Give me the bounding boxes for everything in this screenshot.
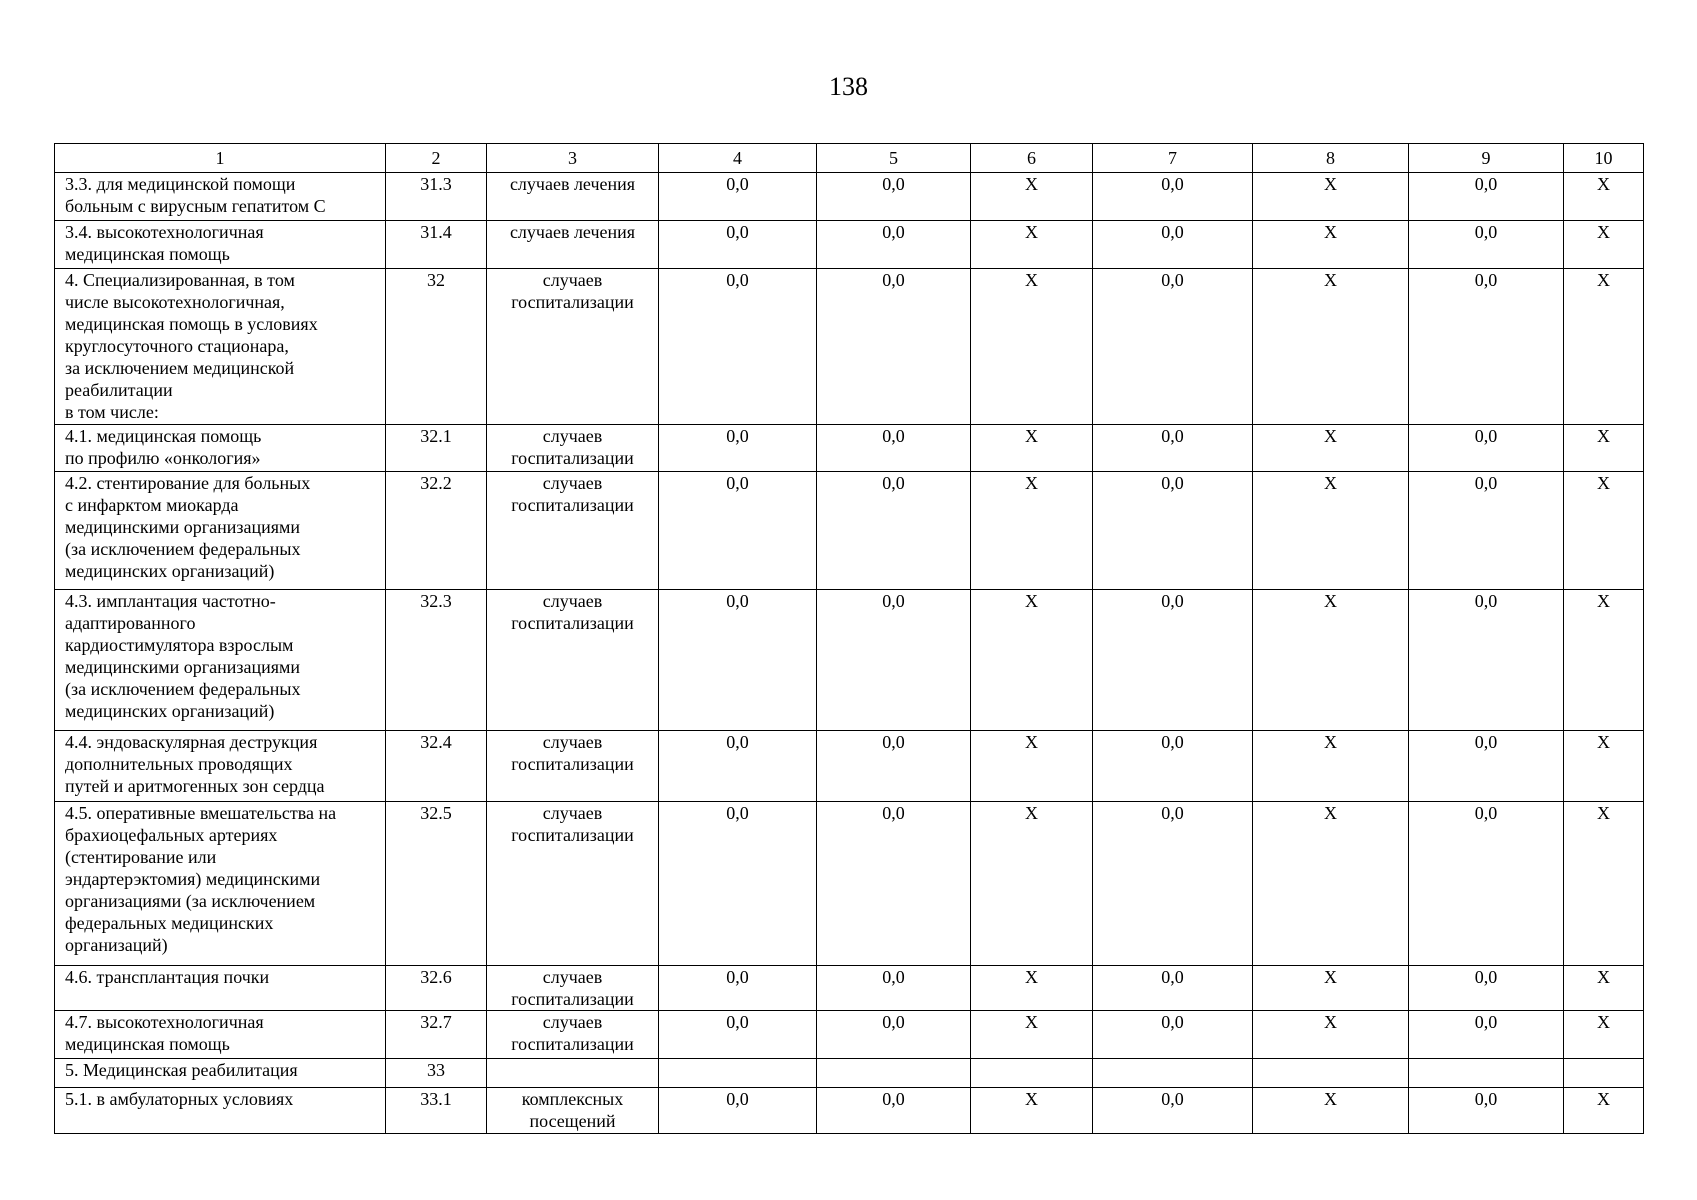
table-row <box>55 590 1644 731</box>
page-number: 138 <box>829 72 868 101</box>
value-cell <box>817 1059 971 1088</box>
table-row <box>55 173 1644 221</box>
value-cell: X <box>1253 269 1409 425</box>
table-row <box>55 731 1644 802</box>
row-unit-cell: случаев лечения <box>487 221 659 269</box>
row-code-cell: 32.5 <box>386 802 487 966</box>
table-row <box>55 1088 1644 1134</box>
row-name-cell: 5.1. в амбулаторных условиях <box>55 1088 386 1134</box>
row-name-cell: 4.5. оперативные вмешательства на брахиоцефальных артериях (стентирование или эндартерэктомия) медицинскими организациями (за исключением федеральных медицинских организаций) <box>55 802 386 966</box>
value-cell: X <box>1253 590 1409 731</box>
value-cell: X <box>1564 425 1644 472</box>
header-cell: 7 <box>1093 144 1253 173</box>
row-unit-cell: случаев госпитализации <box>487 590 659 731</box>
value-cell: 0,0 <box>1409 966 1564 1011</box>
header-cell: 5 <box>817 144 971 173</box>
row-name-cell: 4.3. имплантация частотно- адаптированного кардиостимулятора взрослым медицинскими организациями (за исключением федеральных медицинских организаций) <box>55 590 386 731</box>
value-cell: X <box>971 221 1093 269</box>
value-cell: 0,0 <box>1093 472 1253 590</box>
value-cell: 0,0 <box>1409 472 1564 590</box>
value-cell: 0,0 <box>1093 590 1253 731</box>
header-cell: 9 <box>1409 144 1564 173</box>
value-cell: X <box>1253 425 1409 472</box>
value-cell: 0,0 <box>1409 425 1564 472</box>
table-row <box>55 425 1644 472</box>
value-cell: X <box>971 731 1093 802</box>
row-code-cell: 33 <box>386 1059 487 1088</box>
row-code-cell: 32.4 <box>386 731 487 802</box>
value-cell: 0,0 <box>659 731 817 802</box>
value-cell: X <box>971 966 1093 1011</box>
value-cell: X <box>971 425 1093 472</box>
value-cell <box>659 1059 817 1088</box>
value-cell: 0,0 <box>659 966 817 1011</box>
value-cell: X <box>971 1011 1093 1059</box>
value-cell: X <box>1253 802 1409 966</box>
value-cell: 0,0 <box>1093 425 1253 472</box>
value-cell <box>1564 1059 1644 1088</box>
value-cell: X <box>1564 590 1644 731</box>
value-cell: 0,0 <box>659 221 817 269</box>
value-cell: X <box>971 1088 1093 1134</box>
value-cell: 0,0 <box>1409 269 1564 425</box>
table-row <box>55 1011 1644 1059</box>
value-cell: X <box>1564 173 1644 221</box>
row-code-cell: 31.4 <box>386 221 487 269</box>
row-unit-cell: случаев госпитализации <box>487 1011 659 1059</box>
row-code-cell: 32.6 <box>386 966 487 1011</box>
value-cell: X <box>1564 1088 1644 1134</box>
value-cell: 0,0 <box>1409 221 1564 269</box>
value-cell: X <box>971 173 1093 221</box>
row-code-cell: 31.3 <box>386 173 487 221</box>
value-cell: 0,0 <box>1409 173 1564 221</box>
value-cell: 0,0 <box>1093 1011 1253 1059</box>
value-cell: 0,0 <box>659 425 817 472</box>
value-cell: 0,0 <box>817 221 971 269</box>
value-cell: 0,0 <box>1093 802 1253 966</box>
row-code-cell: 32 <box>386 269 487 425</box>
value-cell: 0,0 <box>817 269 971 425</box>
value-cell: 0,0 <box>659 802 817 966</box>
header-cell: 8 <box>1253 144 1409 173</box>
value-cell: 0,0 <box>1093 731 1253 802</box>
row-code-cell: 32.3 <box>386 590 487 731</box>
row-code-cell: 32.1 <box>386 425 487 472</box>
value-cell: 0,0 <box>1093 221 1253 269</box>
value-cell: X <box>1564 472 1644 590</box>
value-cell: X <box>1253 731 1409 802</box>
table-row <box>55 802 1644 966</box>
row-name-cell: 4.6. трансплантация почки <box>55 966 386 1011</box>
value-cell: X <box>1253 221 1409 269</box>
value-cell: 0,0 <box>817 590 971 731</box>
row-unit-cell <box>487 1059 659 1088</box>
header-row <box>55 144 1644 173</box>
row-unit-cell: случаев госпитализации <box>487 472 659 590</box>
value-cell: 0,0 <box>817 472 971 590</box>
value-cell: X <box>1253 966 1409 1011</box>
value-cell: 0,0 <box>1093 966 1253 1011</box>
row-name-cell: 4. Специализированная, в том числе высокотехнологичная, медицинская помощь в условиях круглосуточного стационара, за исключением медицинской реабилитации в том числе: <box>55 269 386 425</box>
value-cell: X <box>1253 173 1409 221</box>
header-cell: 2 <box>386 144 487 173</box>
value-cell <box>1253 1059 1409 1088</box>
header-cell: 4 <box>659 144 817 173</box>
row-unit-cell: случаев госпитализации <box>487 731 659 802</box>
table-row <box>55 966 1644 1011</box>
row-name-cell: 3.3. для медицинской помощи больным с вирусным гепатитом С <box>55 173 386 221</box>
value-cell: 0,0 <box>659 1088 817 1134</box>
value-cell: 0,0 <box>1093 1088 1253 1134</box>
table-row <box>55 1059 1644 1088</box>
value-cell: X <box>1253 1088 1409 1134</box>
value-cell: 0,0 <box>659 1011 817 1059</box>
value-cell: 0,0 <box>817 966 971 1011</box>
value-cell: 0,0 <box>817 173 971 221</box>
value-cell: X <box>1564 966 1644 1011</box>
value-cell: 0,0 <box>659 173 817 221</box>
value-cell: X <box>971 802 1093 966</box>
value-cell: X <box>1564 221 1644 269</box>
value-cell: 0,0 <box>1093 269 1253 425</box>
value-cell: 0,0 <box>817 802 971 966</box>
row-unit-cell: случаев госпитализации <box>487 425 659 472</box>
row-code-cell: 33.1 <box>386 1088 487 1134</box>
value-cell: X <box>1564 802 1644 966</box>
value-cell: X <box>1564 731 1644 802</box>
value-cell: 0,0 <box>1093 173 1253 221</box>
value-cell: X <box>971 472 1093 590</box>
header-cell: 10 <box>1564 144 1644 173</box>
value-cell: 0,0 <box>1409 802 1564 966</box>
header-cell: 3 <box>487 144 659 173</box>
value-cell: 0,0 <box>817 425 971 472</box>
row-unit-cell: случаев госпитализации <box>487 269 659 425</box>
value-cell: 0,0 <box>659 590 817 731</box>
row-name-cell: 5. Медицинская реабилитация <box>55 1059 386 1088</box>
row-unit-cell: случаев лечения <box>487 173 659 221</box>
value-cell: X <box>971 269 1093 425</box>
value-cell <box>1409 1059 1564 1088</box>
value-cell: 0,0 <box>1409 1088 1564 1134</box>
table-row <box>55 269 1644 425</box>
value-cell: 0,0 <box>659 269 817 425</box>
value-cell: X <box>1564 269 1644 425</box>
row-name-cell: 4.4. эндоваскулярная деструкция дополнительных проводящих путей и аритмогенных зон сердца <box>55 731 386 802</box>
table-row <box>55 221 1644 269</box>
row-code-cell: 32.2 <box>386 472 487 590</box>
row-unit-cell: случаев госпитализации <box>487 802 659 966</box>
row-unit-cell: комплексных посещений <box>487 1088 659 1134</box>
value-cell: X <box>1253 1011 1409 1059</box>
header-cell: 1 <box>55 144 386 173</box>
row-name-cell: 3.4. высокотехнологичная медицинская помощь <box>55 221 386 269</box>
row-code-cell: 32.7 <box>386 1011 487 1059</box>
header-cell: 6 <box>971 144 1093 173</box>
value-cell: 0,0 <box>1409 590 1564 731</box>
value-cell: 0,0 <box>659 472 817 590</box>
row-name-cell: 4.2. стентирование для больных с инфарктом миокарда медицинскими организациями (за исключением федеральных медицинских организаций) <box>55 472 386 590</box>
value-cell <box>1093 1059 1253 1088</box>
table-row <box>55 472 1644 590</box>
row-name-cell: 4.7. высокотехнологичная медицинская помощь <box>55 1011 386 1059</box>
row-unit-cell: случаев госпитализации <box>487 966 659 1011</box>
value-cell: 0,0 <box>817 1088 971 1134</box>
row-name-cell: 4.1. медицинская помощь по профилю «онкология» <box>55 425 386 472</box>
value-cell: 0,0 <box>1409 731 1564 802</box>
value-cell: X <box>971 590 1093 731</box>
value-cell: 0,0 <box>817 731 971 802</box>
data-table <box>54 143 1644 1134</box>
value-cell: 0,0 <box>1409 1011 1564 1059</box>
value-cell: X <box>1564 1011 1644 1059</box>
value-cell: X <box>1253 472 1409 590</box>
value-cell <box>971 1059 1093 1088</box>
value-cell: 0,0 <box>817 1011 971 1059</box>
